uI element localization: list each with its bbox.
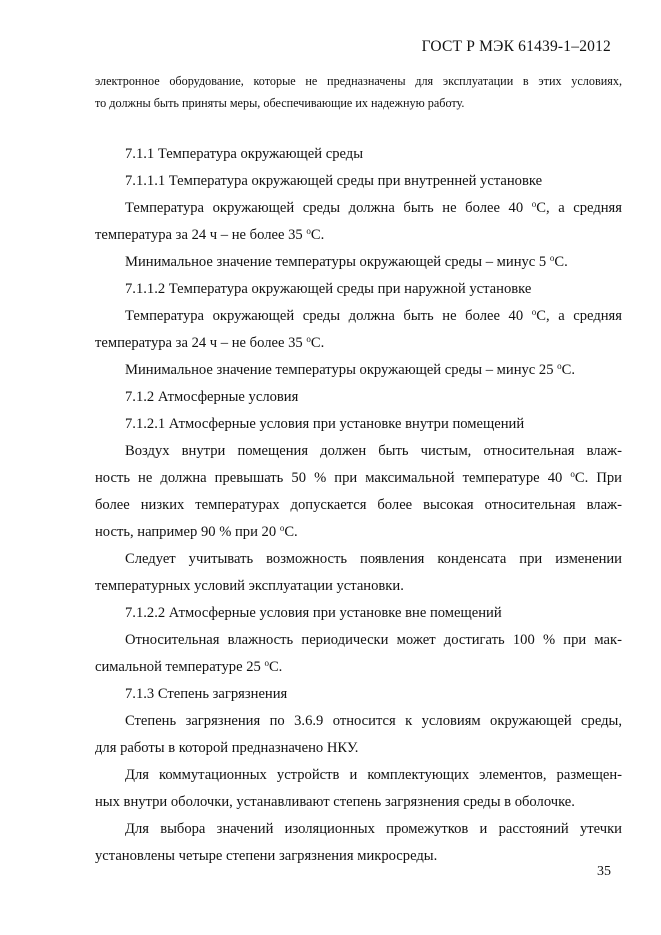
degree-mark: o xyxy=(306,226,311,236)
text-line: Степень загрязнения по 3.6.9 относится к условиям окружающей среды, xyxy=(125,713,622,729)
text-line: ность не должна превышать 50 % при максимальной температуре 40 $^o$С. При xyxy=(95,469,622,486)
paragraph xyxy=(95,546,622,600)
heading-7-1-3: 7.1.3 Степень загрязнения xyxy=(125,686,288,702)
intro-line: то должны быть приняты меры, обеспечивающие их надежную работу. xyxy=(95,96,465,110)
text-line: симальной температуре 25 $^o$С. xyxy=(95,658,283,675)
text-line: температурных условий эксплуатации установки. xyxy=(95,578,404,594)
page-number: 35 xyxy=(597,864,611,879)
degree-mark: o xyxy=(531,307,537,317)
text-line: ность, например 90 % при 20 $^o$С. xyxy=(95,523,298,540)
heading-7-1-1-1: 7.1.1.1 Температура окружающей среды при внутренней установке xyxy=(125,173,543,189)
degree-mark: o xyxy=(279,523,285,533)
text-line: установлены четыре степени загрязнения микросреды. xyxy=(95,848,438,864)
paragraph xyxy=(95,303,622,357)
paragraph xyxy=(95,627,622,681)
paragraph: Минимальное значение температуры окружающей среды – минус 25 $^o$С. xyxy=(125,361,576,378)
text-line: Воздух внутри помещения должен быть чистым, относительная влаж- xyxy=(125,443,622,459)
text-line: более низких температурах допускается более высокая относительная влаж- xyxy=(95,497,622,513)
text-line: Температура окружающей среды должна быть не более 40 $^o$С, а средняя xyxy=(125,307,622,324)
degree-mark: o xyxy=(557,361,562,371)
heading-7-1-2: 7.1.2 Атмосферные условия xyxy=(125,389,299,405)
document-header: ГОСТ Р МЭК 61439-1–2012 xyxy=(421,38,611,55)
text-line: для работы в которой предназначено НКУ. xyxy=(95,740,359,756)
text-line: Для коммутационных устройств и комплектующих элементов, размещен- xyxy=(125,767,622,783)
paragraph xyxy=(95,708,622,762)
text-line: Для выбора значений изоляционных промежутков и расстояний утечки xyxy=(125,821,622,837)
text-line: температура за 24 ч – не более 35 $^o$С. xyxy=(95,334,325,351)
intro-paragraph xyxy=(95,70,622,114)
text-line: Относительная влажность периодически может достигать 100 % при мак- xyxy=(125,632,622,648)
degree-mark: o xyxy=(570,469,575,479)
degree-mark: o xyxy=(264,658,269,668)
heading-7-1-2-1: 7.1.2.1 Атмосферные условия при установке внутри помещений xyxy=(125,416,525,432)
text-line: Температура окружающей среды должна быть не более 40 $^o$С, а средняя xyxy=(125,199,622,216)
paragraph: Минимальное значение температуры окружающей среды – минус 5 $^o$С. xyxy=(125,253,568,270)
document-body xyxy=(95,141,622,870)
paragraph xyxy=(95,438,622,546)
intro-line: электронное оборудование, которые не предназначены для эксплуатации в этих условиях, xyxy=(95,74,622,88)
degree-mark: o xyxy=(531,199,537,209)
degree-mark: o xyxy=(549,253,555,263)
text-line: Следует учитывать возможность появления конденсата при изменении xyxy=(125,551,622,567)
paragraph xyxy=(95,816,622,870)
text-line: температура за 24 ч – не более 35 $^o$С. xyxy=(95,226,325,243)
text-line: ных внутри оболочки, устанавливают степень загрязнения среды в оболочке. xyxy=(95,794,575,810)
degree-mark: o xyxy=(306,334,311,344)
paragraph xyxy=(95,762,622,816)
heading-7-1-1: 7.1.1 Температура окружающей среды xyxy=(125,146,364,162)
heading-7-1-2-2: 7.1.2.2 Атмосферные условия при установке вне помещений xyxy=(125,605,502,621)
heading-7-1-1-2: 7.1.1.2 Температура окружающей среды при наружной установке xyxy=(125,281,532,297)
paragraph xyxy=(95,195,622,249)
